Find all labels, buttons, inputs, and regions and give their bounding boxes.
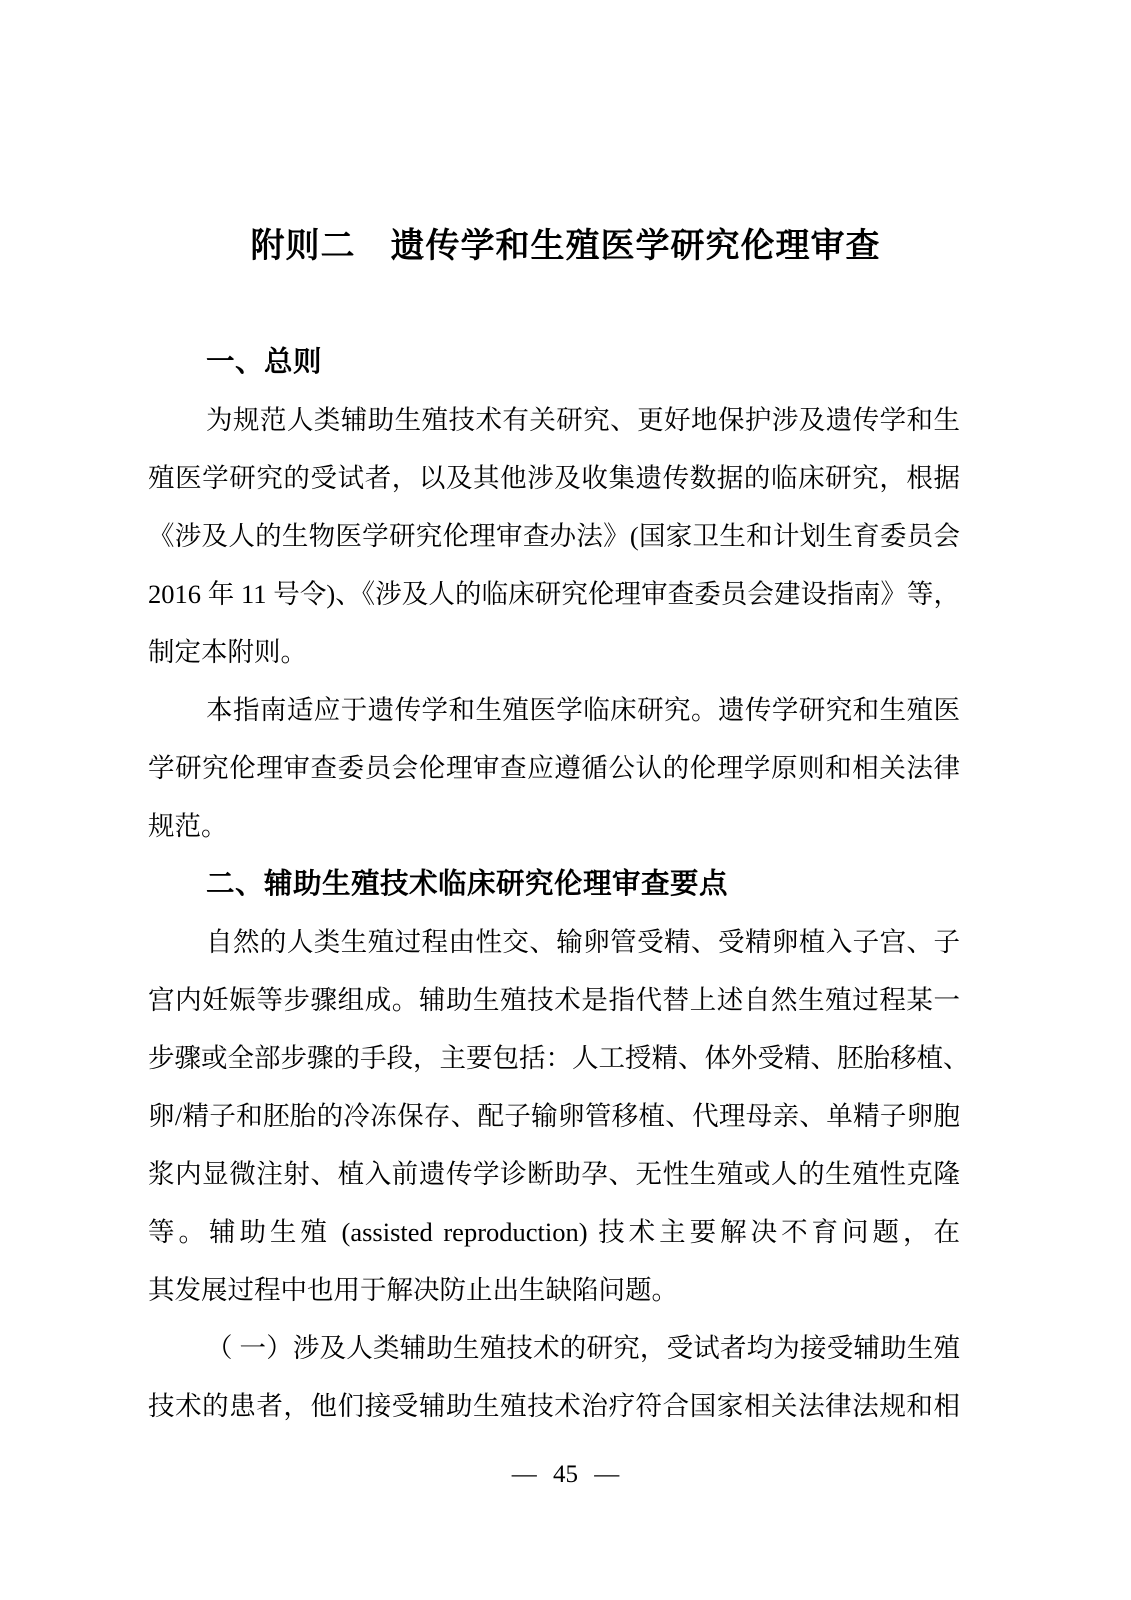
text-line: （ 一）涉及人类辅助生殖技术的研究，受试者均为接受辅助生殖 — [206, 1333, 960, 1363]
text-line: 本指南适应于遗传学和生殖医学临床研究。遗传学研究和生殖医 — [206, 695, 960, 725]
text-line: 为规范人类辅助生殖技术有关研究、更好地保护涉及遗传学和生 — [206, 405, 960, 435]
section-heading: 一、总则 — [206, 346, 323, 378]
text-line: 技术的患者，他们接受辅助生殖技术治疗符合国家相关法律法规和相 — [148, 1391, 960, 1421]
text-line: 浆内显微注射、植入前遗传学诊断助孕、无性生殖或人的生殖性克隆 — [148, 1159, 960, 1189]
text-line: 步骤或全部步骤的手段，主要包括：人工授精、体外受精、胚胎移植、 — [148, 1043, 970, 1073]
page-number: — 45 — — [511, 1461, 620, 1488]
text-line: 2016 年 11 号令)、《涉及人的临床研究伦理审查委员会建设指南》等， — [148, 579, 960, 609]
text-line: 自然的人类生殖过程由性交、输卵管受精、受精卵植入子宫、子 — [206, 927, 960, 957]
text-line: 其发展过程中也用于解决防止出生缺陷问题。 — [148, 1275, 678, 1305]
text-line: 学研究伦理审查委员会伦理审查应遵循公认的伦理学原则和相关法律 — [148, 753, 960, 783]
document-body — [148, 333, 970, 1435]
section-heading: 二、辅助生殖技术临床研究伦理审查要点 — [206, 868, 729, 900]
text-line: 制定本附则。 — [148, 637, 307, 667]
text-line: 等。辅助生殖 (assisted reproduction) 技术主要解决不育问题，在 — [148, 1217, 960, 1247]
text-line: 卵/精子和胚胎的冷冻保存、配子输卵管移植、代理母亲、单精子卵胞 — [148, 1101, 960, 1131]
text-line: 宫内妊娠等步骤组成。辅助生殖技术是指代替上述自然生殖过程某一 — [148, 985, 960, 1015]
text-line: 规范。 — [148, 811, 228, 841]
text-line: 《涉及人的生物医学研究伦理审查办法》(国家卫生和计划生育委员会 — [148, 521, 960, 551]
page-title: 附则二 遗传学和生殖医学研究伦理审查 — [250, 227, 881, 265]
text-line: 殖医学研究的受试者，以及其他涉及收集遗传数据的临床研究，根据 — [148, 463, 960, 493]
